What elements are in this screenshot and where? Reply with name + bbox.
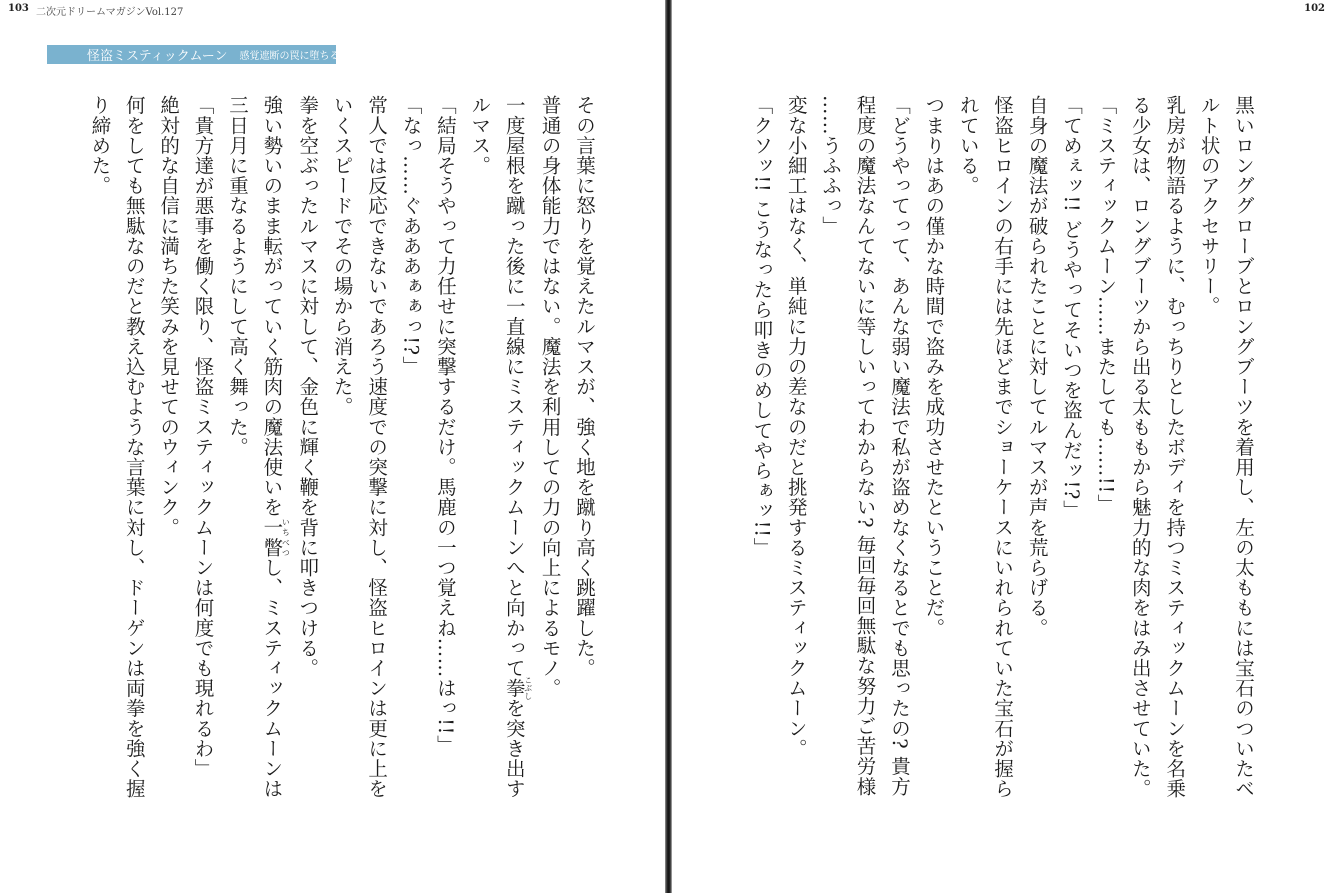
story-banner <box>47 45 380 64</box>
running-title: 二次元ドリームマガジンVol.127 <box>36 7 184 18</box>
book-gutter <box>665 0 672 893</box>
text-line: 拳を空ぶったルマスに対して、金色に輝く鞭を背に叩きつける。 <box>296 95 320 678</box>
page-number: 103 <box>8 3 29 14</box>
text-line: 「てめぇッ!! どうやってそいつを盗んだッ!?」 <box>1059 95 1083 521</box>
text-line: 「ミスティックムーン……またしても……!!」 <box>1094 95 1118 514</box>
text-line: ルマス。 <box>468 95 492 176</box>
text-line: 「貴方達が悪事を働く限り、怪盗ミスティックムーンは何度でも現れるわ」 <box>191 95 215 779</box>
text-line: ルト状のアクセサリー。 <box>1197 95 1221 317</box>
page-number: 102 <box>1304 3 1325 14</box>
text-line: る少女は、ロングブーツから出る太ももから魅力的な肉をはみ出させていた。 <box>1128 95 1152 799</box>
text-line: 自身の魔法が破られたことに対してルマスが声を荒らげる。 <box>1025 95 1049 638</box>
right-page <box>672 0 1339 893</box>
text-line: 「クソッ!! こうなったら叩きのめしてやらぁッ!!」 <box>750 95 774 558</box>
text-line: ……うふふっ」 <box>819 95 843 236</box>
text-line: 程度の魔法なんてないに等しいってわからない? 毎回毎回無駄な努力ご苦労様 <box>853 95 877 797</box>
text-line: り締めた。 <box>88 95 112 196</box>
text-line: いくスピードでその場から消えた。 <box>330 95 354 417</box>
text-line: つまりはあの僅かな時間で盗みを成功させたということだ。 <box>922 95 946 638</box>
text-line: 「結局そうやって力任せに突撃するだけ。馬鹿の一つ覚えね……はっ!!」 <box>433 95 457 756</box>
text-line: 怪盗ヒロインの右手には先ほどまでショーケースにいれられていた宝石が握ら <box>991 95 1015 799</box>
text-line: 常人では反応できないであろう速度での突撃に対し、怪盗ヒロインは更に上を <box>365 95 389 799</box>
text-line: 何をしても無駄なのだと教え込むような言葉に対し、ドーゲンは両拳を強く握 <box>122 95 146 799</box>
text-line: 絶対的な自信に満ちた笑みを見せてのウィンク。 <box>157 95 181 538</box>
text-line: れている。 <box>956 95 980 196</box>
text-line: 乳房が物語るように、むっちりとしたボディを持つミスティックムーンを名乗 <box>1163 95 1187 799</box>
text-line: 変な小細工はなく、単純に力の差なのだと挑発するミスティックムーン。 <box>784 95 808 759</box>
story-title: 怪盗ミスティックムーン <box>87 49 228 64</box>
story-subtitle: 感覚遮断の罠に堕ちるヒロイン <box>239 51 380 62</box>
text-line: 強い勢いのまま転がっていく筋肉の魔法使いを一瞥いちべつし、ミスティックムーンは <box>260 95 291 799</box>
left-body-text <box>82 95 601 815</box>
text-line: 三日月に重なるようにして高く舞った。 <box>225 95 249 457</box>
text-line: 黒いロンググローブとロングブーツを着用し、左の太ももには宝石のついたベ <box>1232 95 1255 799</box>
text-line: 一度屋根を蹴った後に一直線にミスティックムーンへと向かって拳こぶしを突き出す <box>502 95 533 799</box>
text-line: 普通の身体能力ではない。魔法を利用しての力の向上によるモノ。 <box>538 95 562 698</box>
right-body-text <box>744 95 1260 800</box>
text-line: 「なっ……ぐあああぁぁっ!?」 <box>399 95 423 376</box>
left-page <box>0 0 665 893</box>
text-line: 「どうやってって、あんな弱い魔法で私が盗めなくなるとでも思ったの? 貴方 <box>887 95 911 797</box>
text-line: その言葉に怒りを覚えたルマスが、強く地を蹴り高く跳躍した。 <box>573 95 596 678</box>
